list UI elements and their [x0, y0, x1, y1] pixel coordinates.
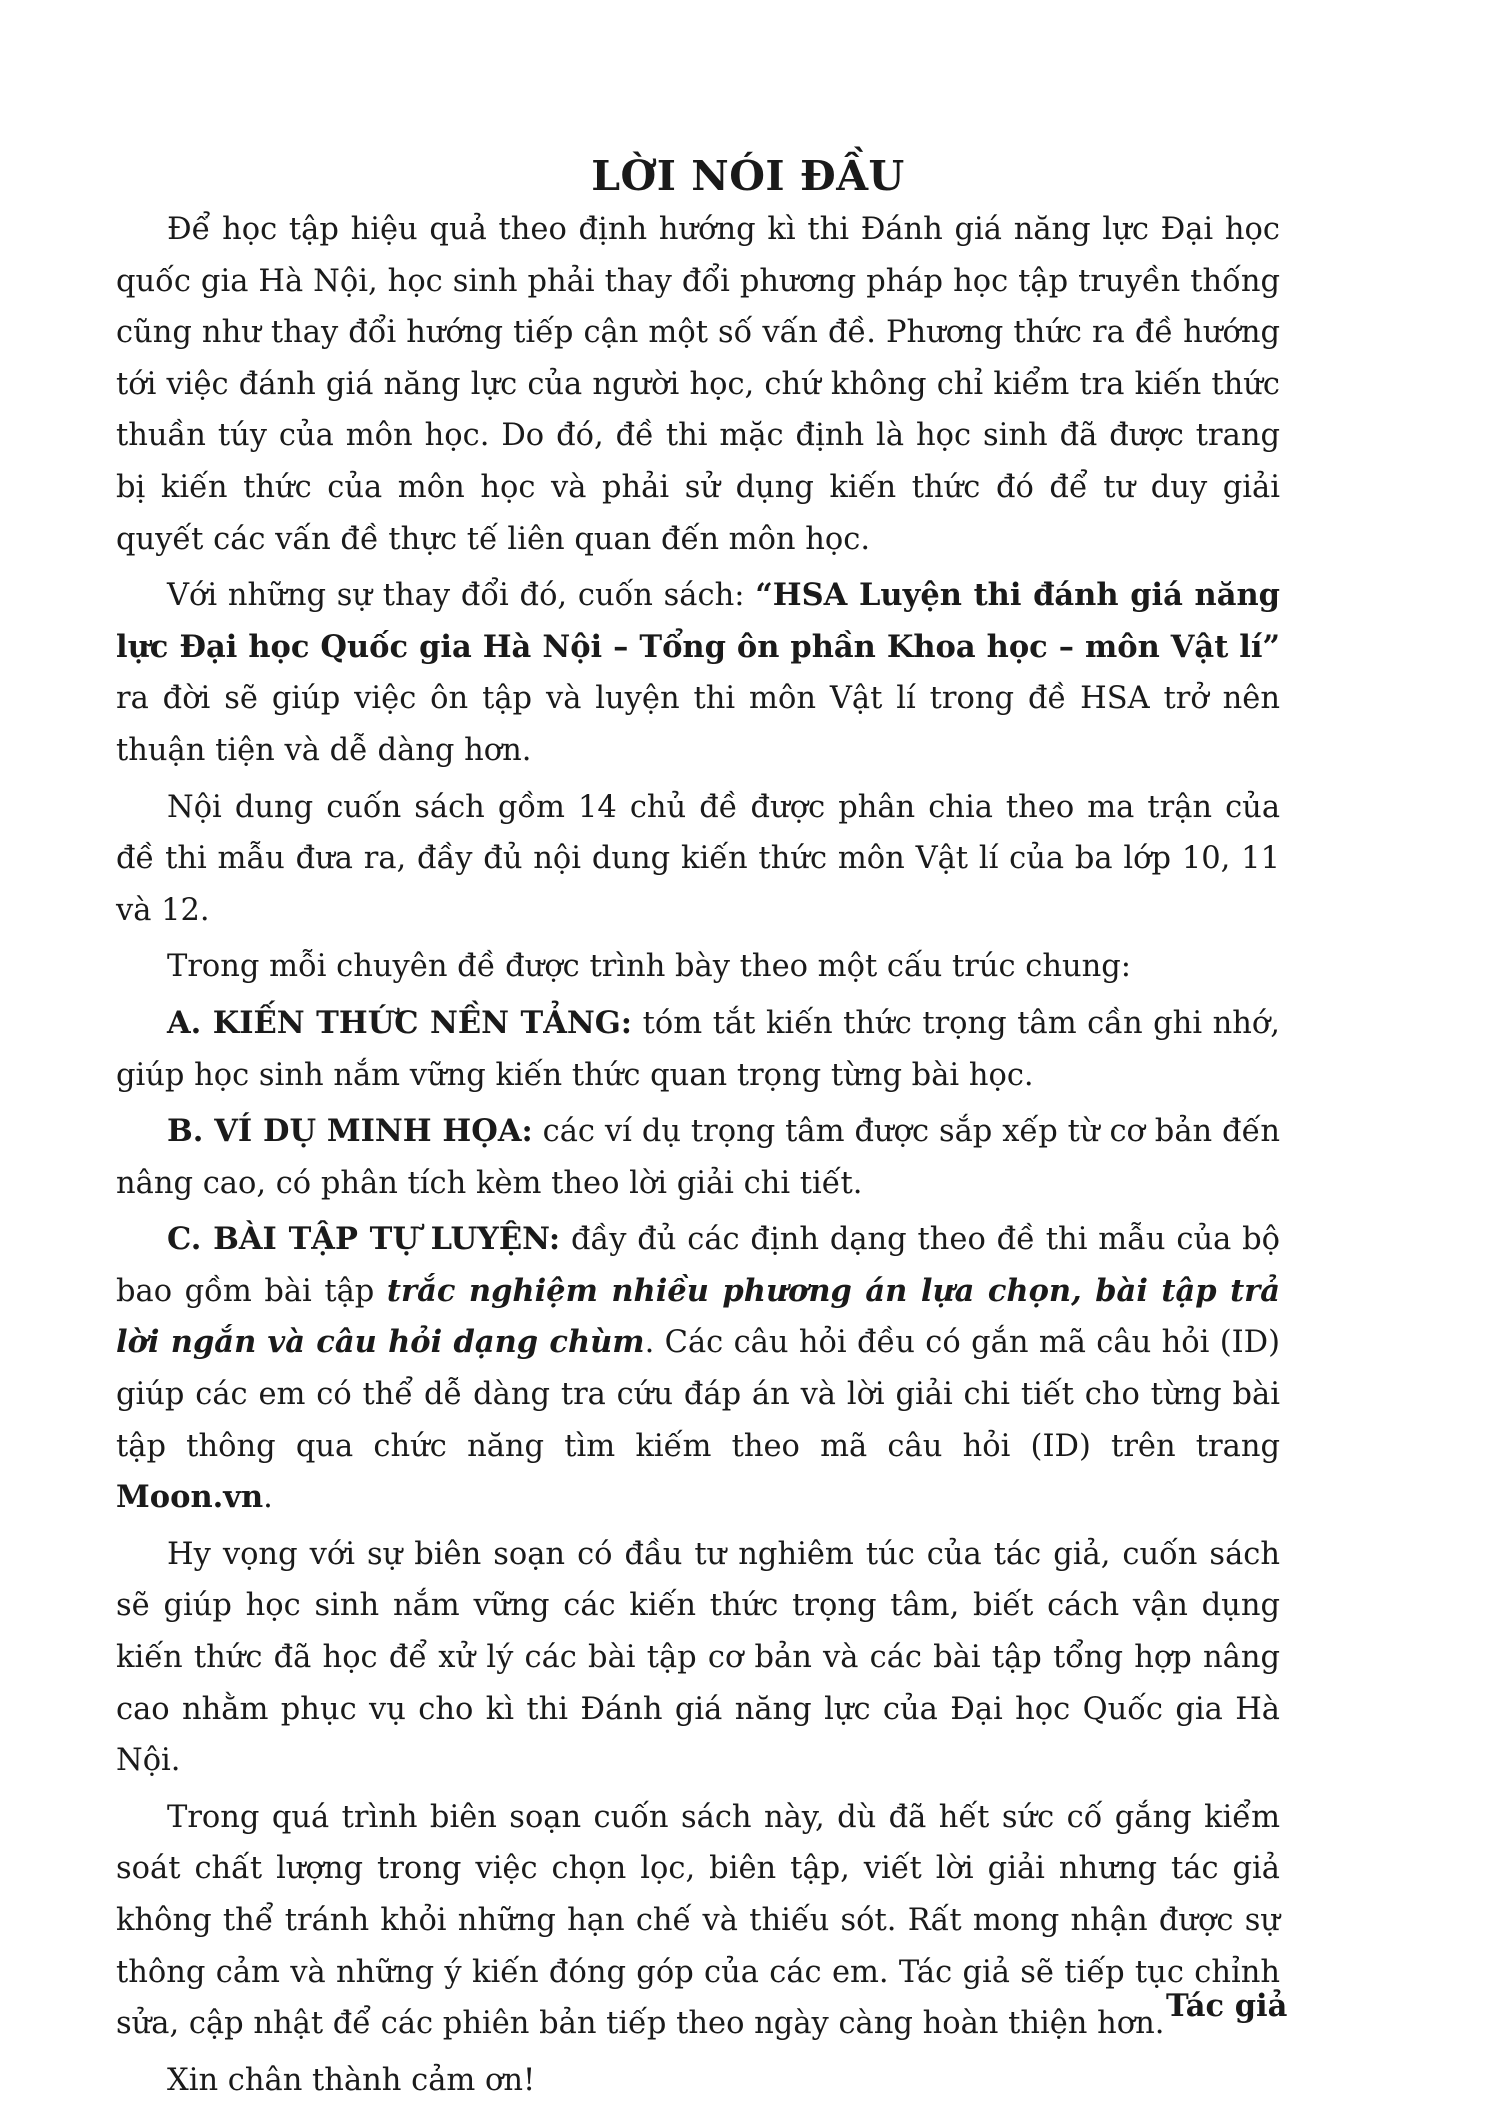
section-a [116, 998, 1280, 1101]
paragraph-apology: Trong quá trình biên soạn cuốn sách này, dù đã hết sức cố gắng kiểm soát chất lượng trong việc chọn lọc, biên tập, viết lời giải nhưng tác giả không thể tránh khỏi những hạn chế và thiếu sót. Rất mong nhận được sự thông cảm và những ý kiến đóng góp của các em. Tác giả sẽ tiếp tục chỉnh sửa, cập nhật để các phiên bản tiếp theo ngày càng hoàn thiện hơn. [116, 1799, 1280, 2042]
paragraph-intro: Để học tập hiệu quả theo định hướng kì thi Đánh giá năng lực Đại học quốc gia Hà Nội, học sinh phải thay đổi phương pháp học tập truyền thống cũng như thay đổi hướng tiếp cận một số vấn đề. Phương thức ra đề hướng tới việc đánh giá năng lực của người học, chứ không chỉ kiểm tra kiến thức thuần túy của môn học. Do đó, đề thi mặc định là học sinh đã được trang bị kiến thức của môn học và phải sử dụng kiến thức đó để tư duy giải quyết các vấn đề thực tế liên quan đến môn học. [116, 212, 1280, 557]
author-signature: Tác giả [1166, 1988, 1288, 2024]
section-c-label: C. BÀI TẬP TỰ LUYỆN: [167, 1221, 561, 1258]
section-c-emphasis: trắc nghiệm nhiều phương án lựa chọn, bài tập trả lời ngắn và câu hỏi dạng chùm [116, 1272, 1281, 1361]
section-b-text: các ví dụ trọng tâm được sắp xếp từ cơ bản đến nâng cao, có phân tích kèm theo lời giải chi tiết. [116, 1114, 1280, 1201]
paragraph-hope: Hy vọng với sự biên soạn có đầu tư nghiêm túc của tác giả, cuốn sách sẽ giúp học sinh nắm vững các kiến thức trọng tâm, biết cách vận dụng kiến thức đã học để xử lý các bài tập cơ bản và các bài tập tổng hợp nâng cao nhằm phục vụ cho kì thi Đánh giá năng lực của Đại học Quốc gia Hà Nội. [116, 1536, 1280, 1779]
section-b [116, 1106, 1280, 1209]
website-name: Moon.vn [116, 1479, 264, 1516]
paragraph-book-intro [116, 570, 1280, 776]
preface-body [116, 204, 1280, 2106]
section-a-text: tóm tắt kiến thức trọng tâm cần ghi nhớ, giúp học sinh nắm vững kiến thức quan trọng từng bài học. [116, 1005, 1280, 1093]
section-c-text: đầy đủ các định dạng theo đề thi mẫu của bộ bao gồm bài tập [116, 1222, 1281, 1309]
paragraph-thanks: Xin chân thành cảm ơn! [167, 2062, 536, 2098]
paragraph-contents: Nội dung cuốn sách gồm 14 chủ đề được phân chia theo ma trận của đề thi mẫu đưa ra, đầy đủ nội dung kiến thức môn Vật lí của ba lớp 10, 11 và 12. [116, 789, 1280, 928]
paragraph-structure: Trong mỗi chuyên đề được trình bày theo một cấu trúc chung: [167, 949, 1132, 985]
book-title: “HSA Luyện thi đánh giá năng lực Đại học Quốc gia Hà Nội – Tổng ôn phần Khoa học – môn Vật lí” [116, 577, 1280, 665]
section-c [116, 1214, 1280, 1524]
book-intro-continuation: ra đời sẽ giúp việc ôn tập và luyện thi môn Vật lí trong đề HSA trở nên thuận tiện và dễ dàng hơn. [116, 681, 1280, 768]
section-a-label: A. KIẾN THỨC NỀN TẢNG: [167, 1004, 633, 1041]
section-c-continuation: . Các câu hỏi đều có gắn mã câu hỏi (ID) giúp các em có thể dễ dàng tra cứu đáp án và lời giải chi tiết cho từng bài tập thông qua chức năng tìm kiếm theo mã câu hỏi (ID) trên trang [116, 1325, 1280, 1464]
book-intro-text: Với những sự thay đổi đó, cuốn sách: [167, 578, 756, 614]
section-b-label: B. VÍ DỤ MINH HỌA: [167, 1113, 533, 1150]
page-title: LỜI NÓI ĐẦU [591, 152, 905, 200]
section-c-end: . [263, 1480, 273, 1516]
